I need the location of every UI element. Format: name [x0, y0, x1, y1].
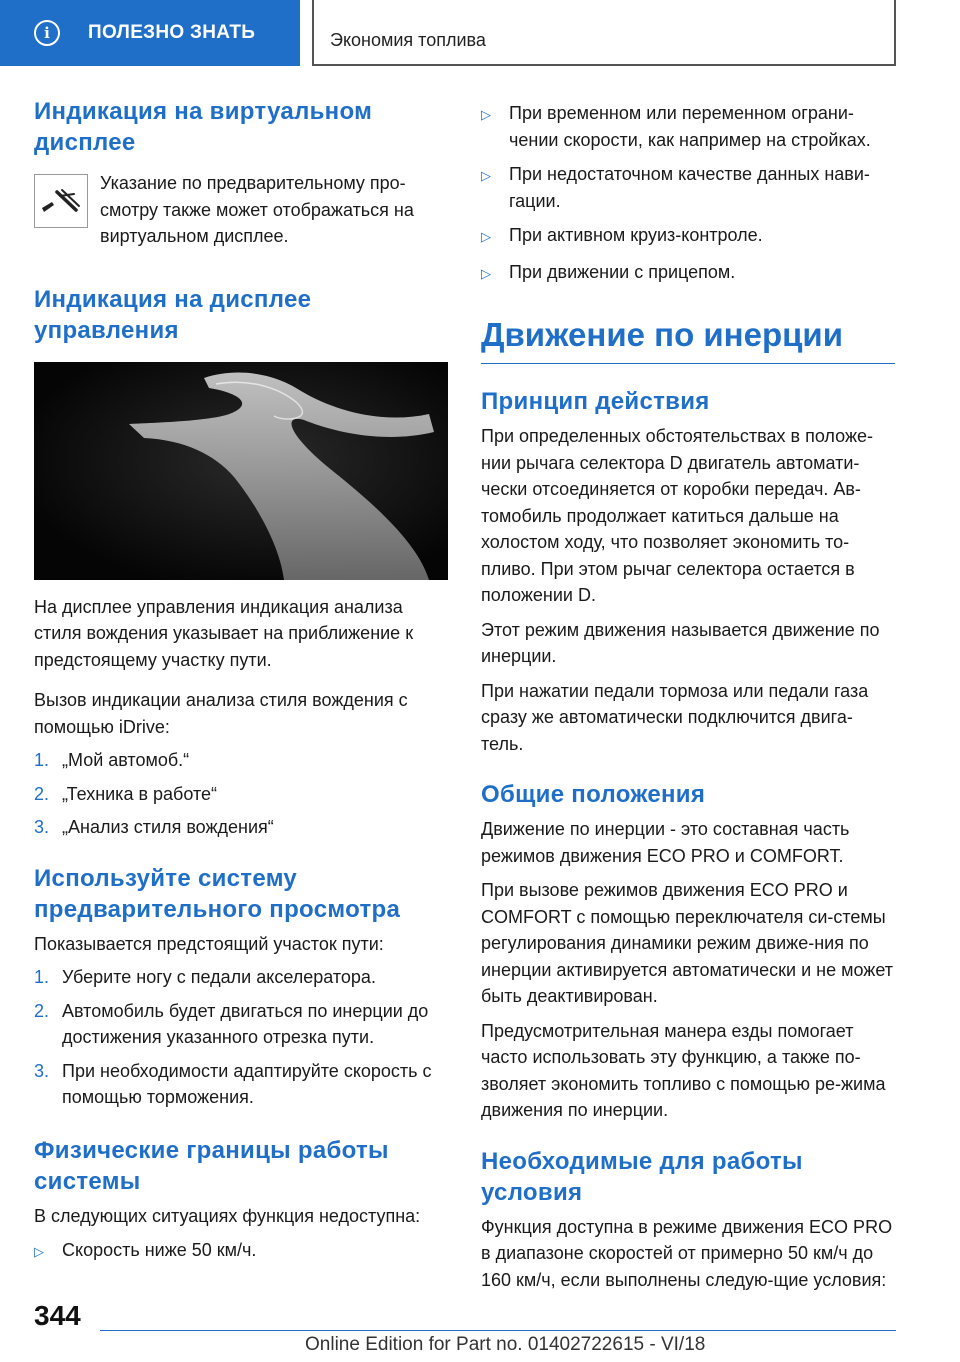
virtual-display-text: Указание по предварительному про-смотру также может отображаться на виртуальном дисплее.: [100, 173, 414, 246]
list-item: ▷ При временном или переменном ограни-чении скорости, как например на стройках.: [481, 100, 895, 153]
list-triangle-icon: ▷: [481, 107, 491, 122]
section-tab-label: ПОЛЕЗНО ЗНАТЬ: [88, 22, 256, 43]
list-item: 1. „Мой автомоб.“: [34, 750, 190, 770]
list-item: 2. „Техника в работе“: [34, 783, 218, 804]
list-item: 2. Автомобиль будет двигаться по инерции до достижения указанного отрезка пути.: [34, 1000, 429, 1047]
left-column: [34, 96, 448, 1266]
foot-off-pedal-icon: [34, 174, 88, 228]
limits-list-continued: [481, 100, 895, 287]
virtual-display-note: [34, 170, 448, 250]
limits-text: В следующих ситуациях функция недоступна:: [34, 1205, 421, 1226]
chapter-title: Экономия топлива: [330, 30, 486, 50]
info-icon: i: [34, 20, 60, 46]
heading-general: Общие положения: [481, 781, 706, 808]
list-item: ▷ При движении с прицепом.: [481, 259, 895, 288]
list-item: 1. Уберите ногу с педали акселератора.: [34, 967, 376, 987]
use-text: Показывается предстоящий участок пути:: [34, 933, 384, 954]
page-number: 344: [34, 1300, 81, 1331]
general-text-3: Предусмотрительная манера езды помогает часто использовать эту функцию, а также по-зволяет экономить топливо с помощью ре-жима движения по инерции.: [481, 1020, 886, 1120]
general-text-2: При вызове режимов движения ECO PRO и COMFORT с помощью переключателя си-стемы регулирования динамики режим движе-ния по инерции активируется автоматически и не может быть деактивирован.: [481, 880, 893, 1006]
heading-principle: Принцип действия: [481, 388, 710, 415]
heading-use-system: Используйте систему предварительного просмотра: [34, 864, 401, 923]
section-tab: [0, 0, 300, 66]
list-item: 3. При необходимости адаптируйте скорость с помощью торможения.: [34, 1060, 432, 1107]
chapter-header: [312, 0, 896, 66]
heading-control-display: Индикация на дисплее управления: [34, 285, 312, 344]
principle-text-1: При определенных обстоятельствах в положе-нии рычага селектора D двигатель автомати-чески отсоединяется от коробки передач. Ав-томобиль продолжает катиться дальше на холостом ходу, что позволяет экономить то-пливо. При этом рычаг селектора остается в положении D.: [481, 426, 873, 605]
heading-virtual-display: Индикация на виртуальном дисплее: [34, 98, 373, 156]
list-item: ▷ При активном круиз-контроле.: [481, 222, 895, 251]
control-display-image: [34, 362, 448, 580]
list-item: 3. „Анализ стиля вождения“: [34, 817, 274, 837]
general-text-1: Движение по инерции - это составная часть режимов движения ECO PRO и COMFORT.: [481, 819, 850, 866]
use-steps-list: [34, 964, 448, 1111]
heading-limits: Физические границы работы системы: [34, 1136, 389, 1195]
footer-rule: [100, 1330, 896, 1331]
principle-text-2: Этот режим движения называется движение по инерции.: [481, 619, 880, 666]
control-display-text: На дисплее управления индикация анализа стиля вождения указывает на приближение к предстоящему участку пути.: [34, 596, 414, 670]
call-text: Вызов индикации анализа стиля вождения с помощью iDrive:: [34, 690, 408, 737]
right-column: [481, 96, 895, 1293]
conditions-text: Функция доступна в режиме движения ECO PRO в диапазоне скоростей от примерно 50 км/ч до 160 км/ч, если выполнены следую-щие условия:: [481, 1216, 893, 1290]
list-item: ▷ Скорость ниже 50 км/ч.: [34, 1237, 448, 1266]
principle-text-3: При нажатии педали тормоза или педали газа сразу же автоматически подключится двига-тель.: [481, 680, 869, 754]
call-steps-list: [34, 747, 448, 841]
list-triangle-icon: ▷: [34, 1244, 44, 1259]
limits-list: [34, 1237, 448, 1266]
list-triangle-icon: ▷: [481, 229, 491, 244]
edition-text: Online Edition for Part no. 01402722615 - VI/18: [305, 1334, 706, 1355]
list-item: ▷ При недостаточном качестве данных нави-гации.: [481, 161, 895, 214]
list-triangle-icon: ▷: [481, 265, 491, 281]
heading-conditions: Необходимые для работы условия: [481, 1147, 803, 1206]
heading-coasting: Движение по инерции: [481, 313, 895, 364]
list-triangle-icon: ▷: [481, 168, 491, 183]
